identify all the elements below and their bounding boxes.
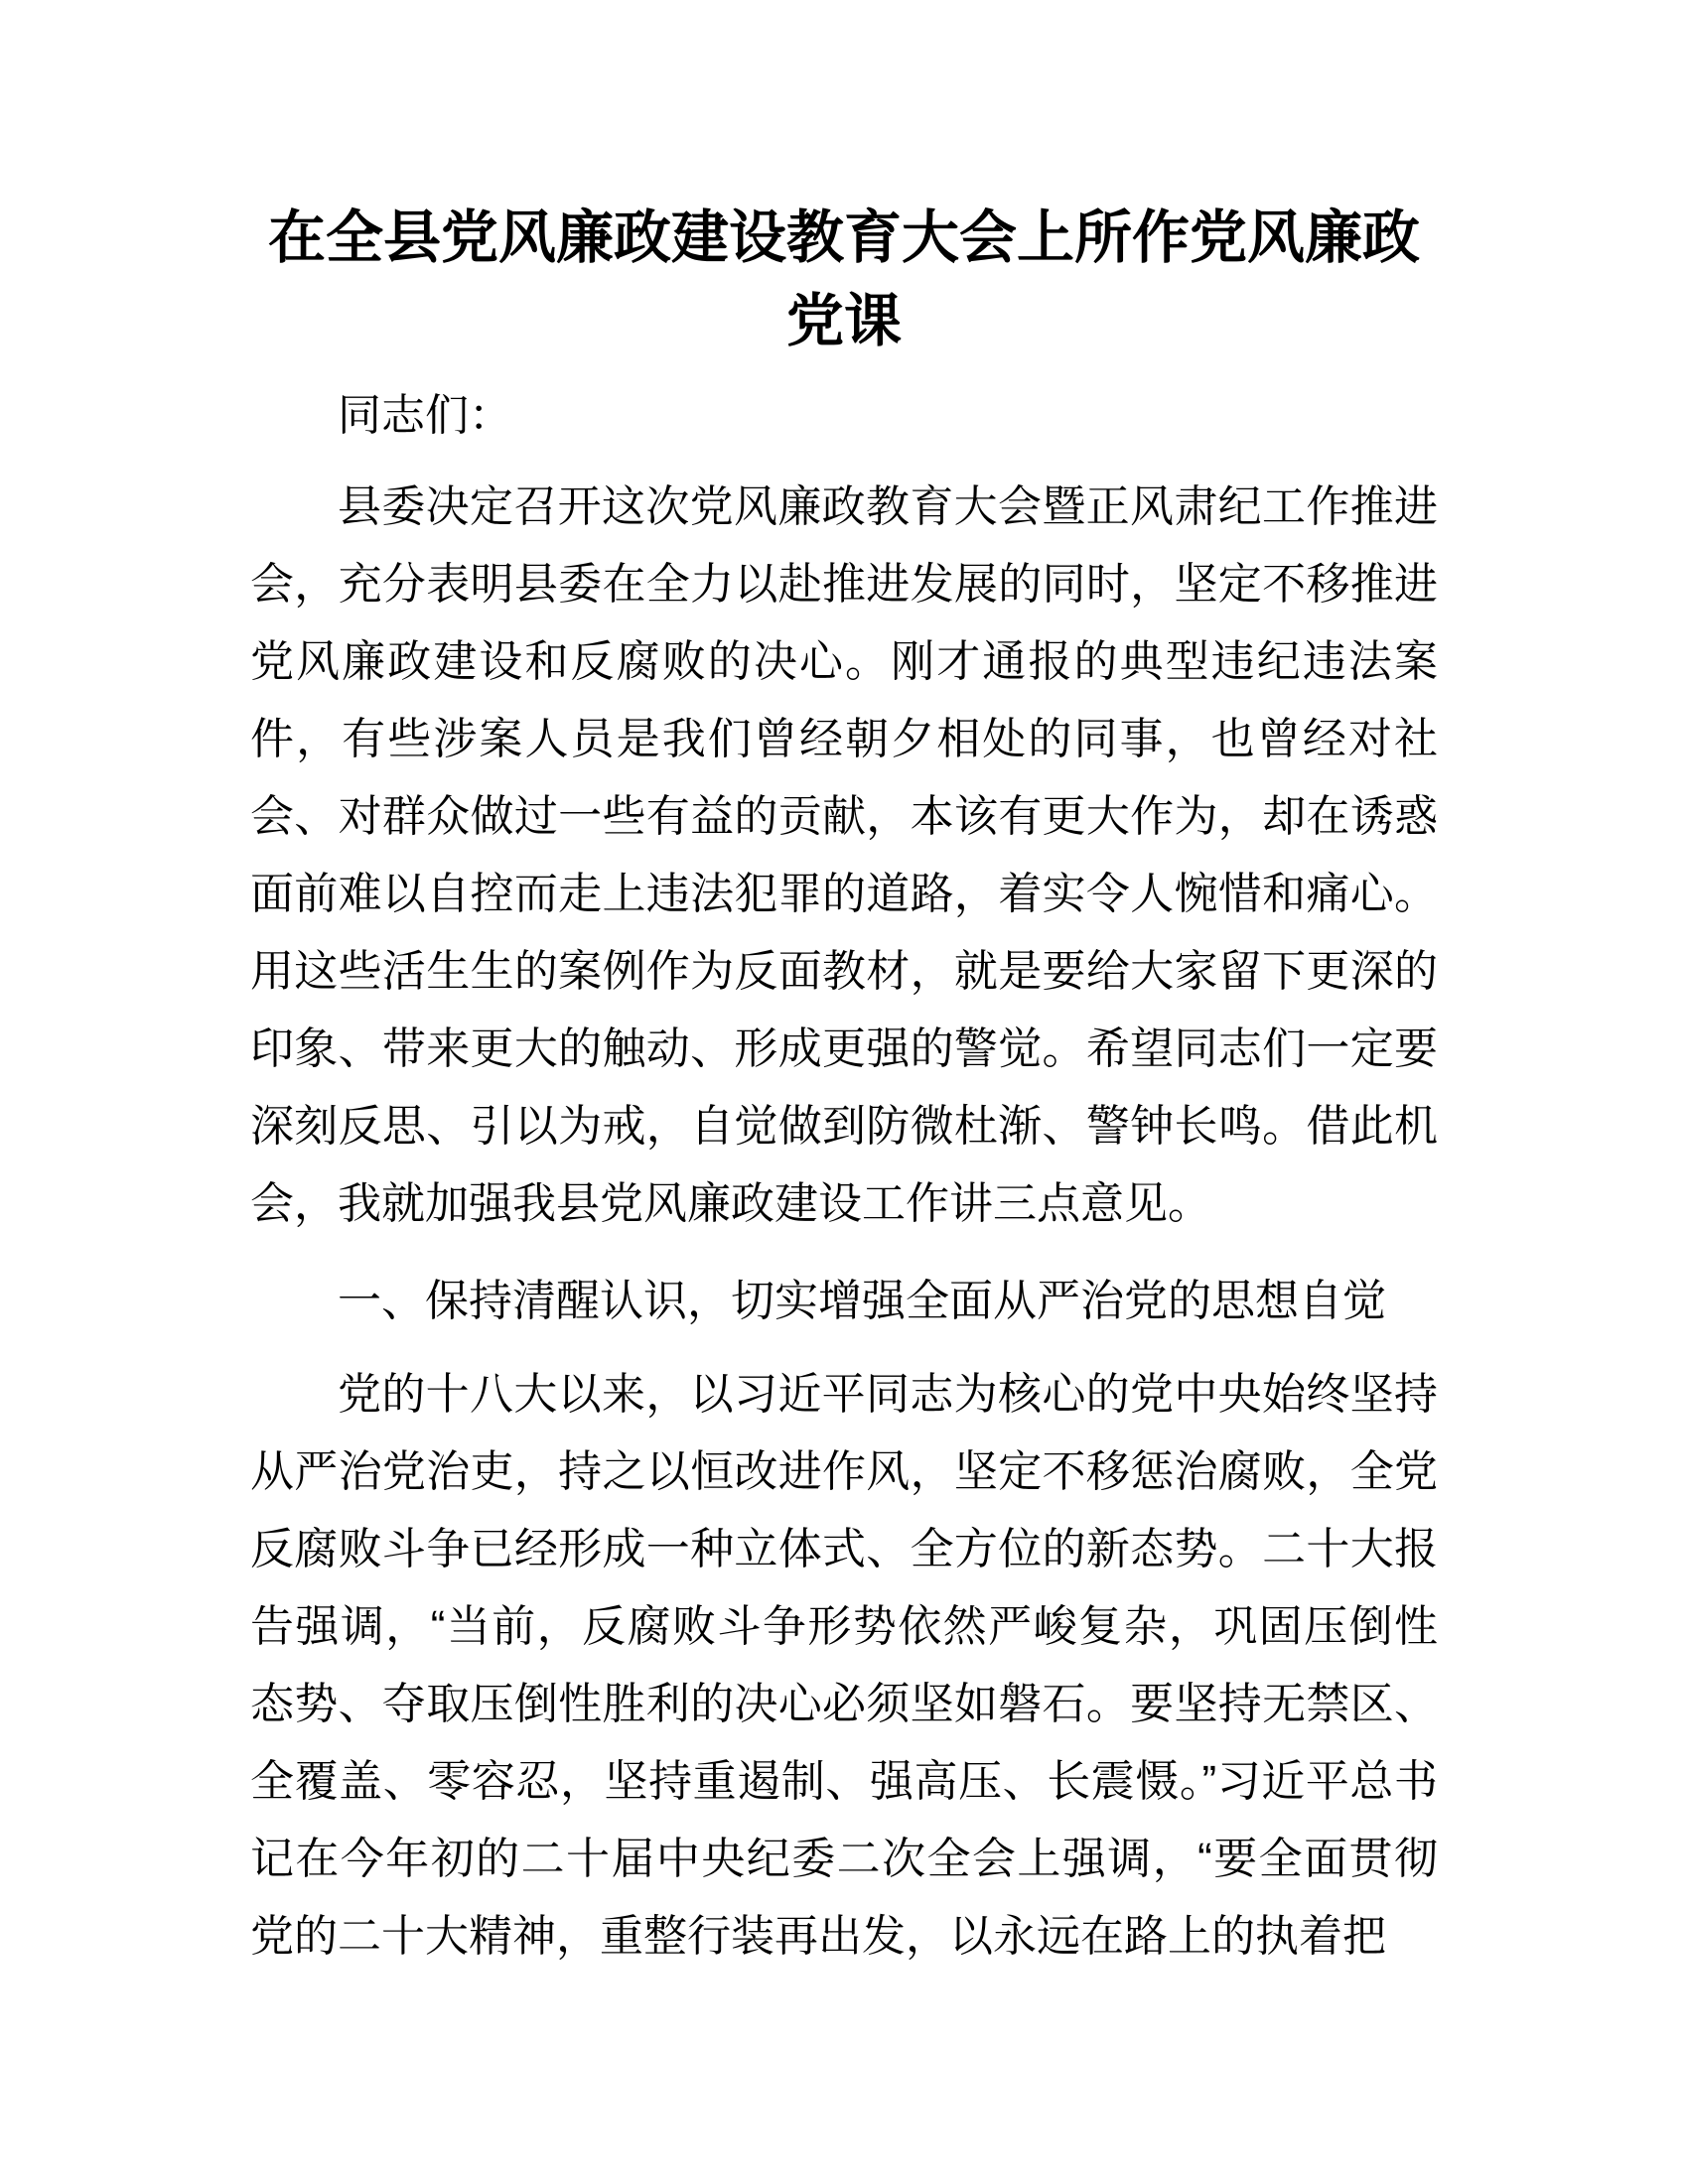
- document-title: [250, 197, 1438, 363]
- document-title-line-2: 党课: [785, 289, 902, 353]
- paragraph-section-1-body: 党的十八大以来，以习近平同志为核心的党中央始终坚持从严治党治吏，持之以恒改进作风，坚定不移惩治腐败，全党反腐败斗争已经形成一种立体式、全方位的新态势。二十大报告强调，“当前，反腐败斗争形势依然严峻复杂，巩固压倒性态势、夺取压倒性胜利的决心必须坚如磐石。要坚持无禁区、全覆盖、零容忍，坚持重遏制、强高压、长震慑。”习近平总书记在今年初的二十届中央纪委二次全会上强调，“要全面贯彻党的二十大精神，重整行装再出发，以永远在路上的执着把: [250, 1370, 1438, 1961]
- paragraph-intro: 县委决定召开这次党风廉政教育大会暨正风肃纪工作推进会，充分表明县委在全力以赴推进发展的同时，坚定不移推进党风廉政建设和反腐败的决心。刚才通报的典型违纪违法案件，有些涉案人员是我们曾经朝夕相处的同事，也曾经对社会、对群众做过一些有益的贡献，本该有更大作为，却在诱惑面前难以自控而走上违法犯罪的道路，着实令人惋惜和痛心。用这些活生生的案例作为反面教材，就是要给大家留下更深的印象、带来更大的触动、形成更强的警觉。希望同志们一定要深刻反思、引以为戒，自觉做到防微杜渐、警钟长鸣。借此机会，我就加强我县党风廉政建设工作讲三点意见。: [250, 482, 1438, 1228]
- salutation: 同志们：: [338, 391, 512, 440]
- section-heading-1: 一、保持清醒认识，切实增强全面从严治党的思想自觉: [338, 1277, 1386, 1325]
- document-title-line-1: 在全县党风廉政建设教育大会上所作党风廉政: [267, 205, 1420, 270]
